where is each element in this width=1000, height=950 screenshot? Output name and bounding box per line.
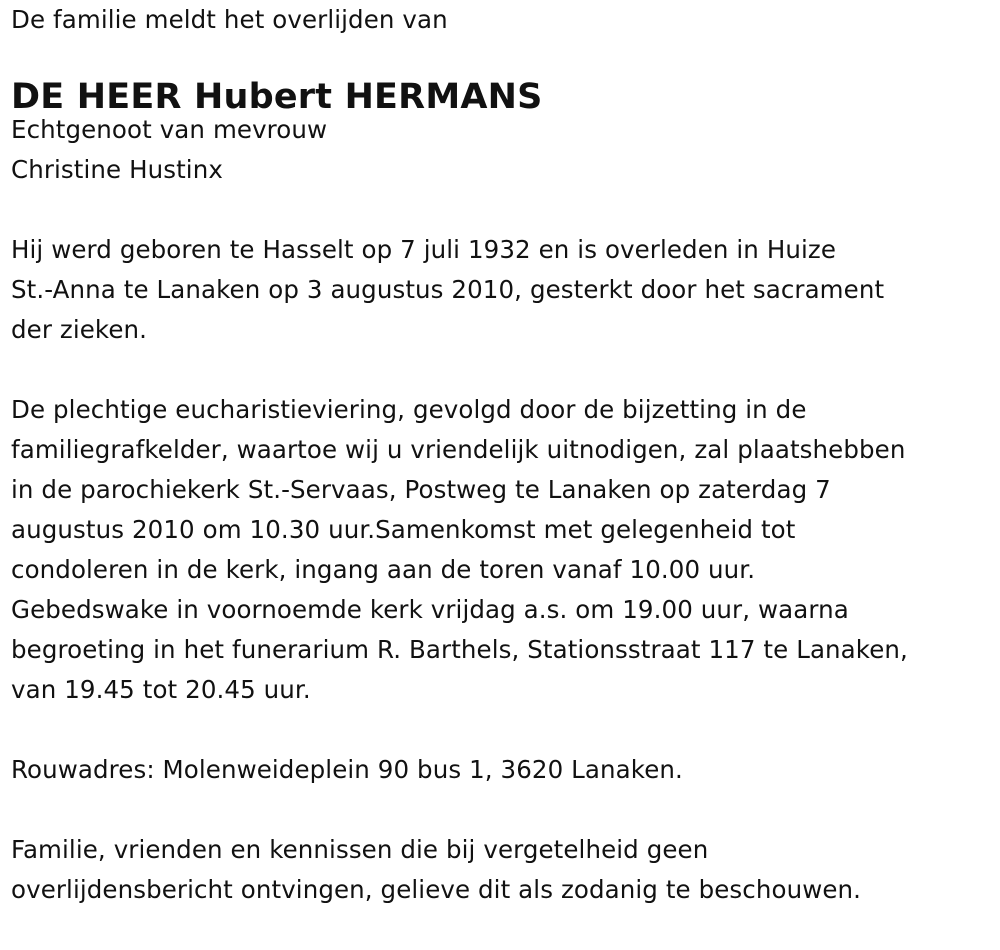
death-announcement	[11, 0, 986, 910]
paragraph-line: Hij werd geboren te Hasselt op 7 juli 1932 en is overleden in Huize	[11, 235, 837, 264]
spouse-line: Christine Hustinx	[11, 155, 223, 184]
spouse-line: Echtgenoot van mevrouw	[11, 115, 328, 144]
intro-text: De familie meldt het overlijden van	[11, 5, 448, 34]
paragraph-line: augustus 2010 om 10.30 uur.Samenkomst met gelegenheid tot	[11, 515, 796, 544]
paragraph-gap	[11, 790, 986, 830]
paragraph-line: Gebedswake in voornoemde kerk vrijdag a.s. om 19.00 uur, waarna	[11, 595, 849, 624]
paragraph-line: familiegrafkelder, waartoe wij u vriendelijk uitnodigen, zal plaatshebben	[11, 435, 906, 464]
paragraph-line: overlijdensbericht ontvingen, gelieve dit als zodanig te beschouwen.	[11, 875, 862, 904]
paragraph-line: van 19.45 tot 20.45 uur.	[11, 675, 311, 704]
paragraph-line: condoleren in de kerk, ingang aan de toren vanaf 10.00 uur.	[11, 555, 756, 584]
paragraph-line: De plechtige eucharistieviering, gevolgd door de bijzetting in de	[11, 395, 807, 424]
paragraph-line: Familie, vrienden en kennissen die bij vergetelheid geen	[11, 835, 709, 864]
paragraph-line: in de parochiekerk St.-Servaas, Postweg te Lanaken op zaterdag 7	[11, 475, 831, 504]
deceased-name: DE HEER Hubert HERMANS	[11, 77, 543, 117]
paragraph-line: der zieken.	[11, 315, 148, 344]
closing-paragraph	[11, 830, 986, 910]
birth-death-paragraph	[11, 230, 986, 350]
paragraph-gap	[11, 350, 986, 390]
ceremony-paragraph	[11, 390, 986, 710]
mourning-address: Rouwadres: Molenweideplein 90 bus 1, 3620 Lanaken.	[11, 755, 683, 784]
paragraph-gap	[11, 710, 986, 750]
paragraph-line: begroeting in het funerarium R. Barthels, Stationsstraat 117 te Lanaken,	[11, 635, 908, 664]
paragraph-line: St.-Anna te Lanaken op 3 augustus 2010, gesterkt door het sacrament	[11, 275, 885, 304]
paragraph-gap	[11, 190, 986, 230]
